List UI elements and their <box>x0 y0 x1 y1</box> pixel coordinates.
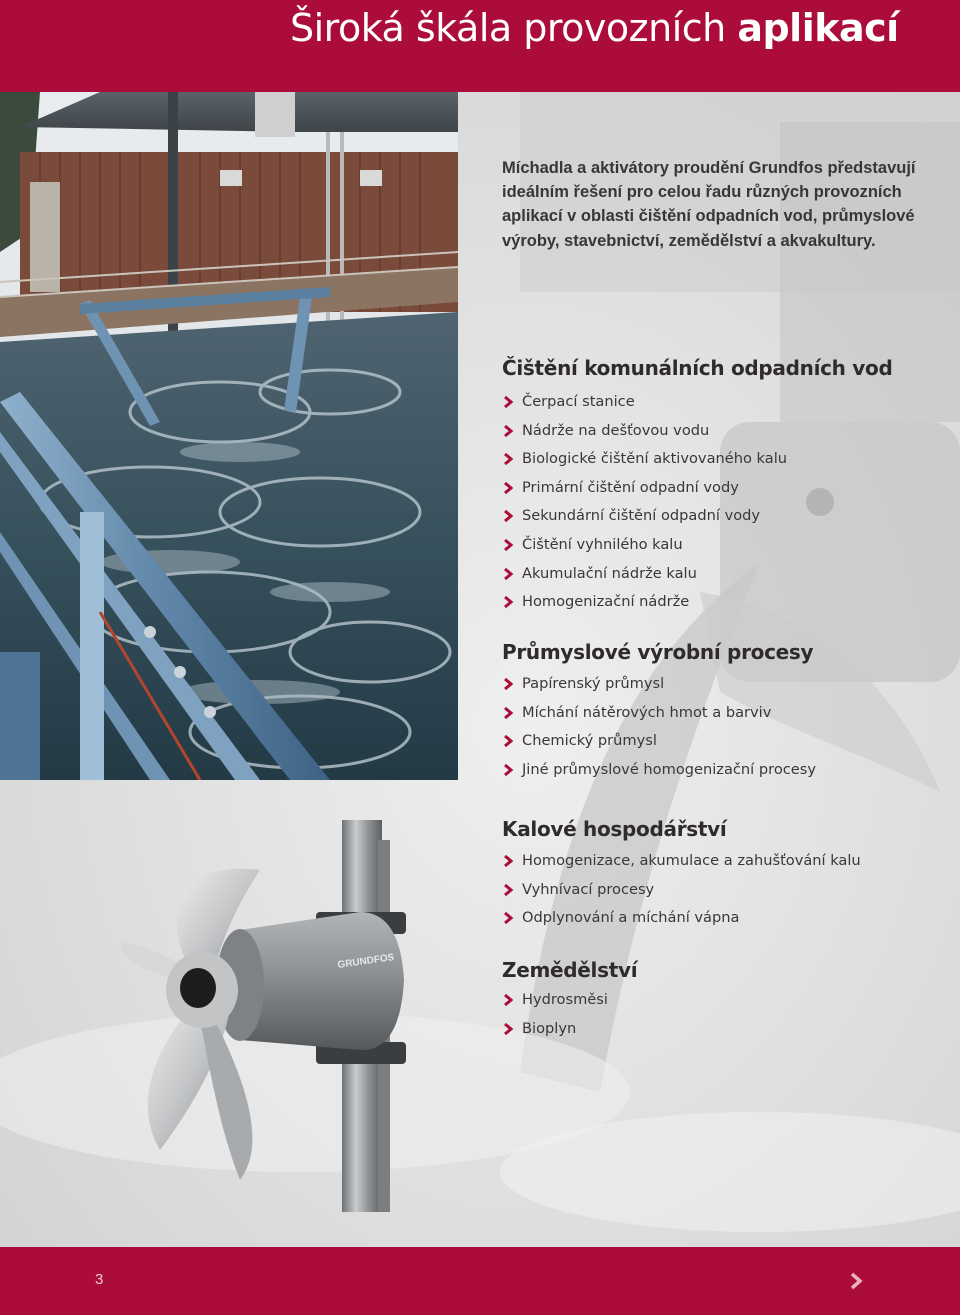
section-agriculture <box>502 958 637 1043</box>
list-item <box>502 670 816 699</box>
list-item-label: Homogenizace, akumulace a zahušťování kalu <box>522 852 861 869</box>
list-item <box>502 699 816 728</box>
treatment-plant-photo <box>0 92 458 780</box>
chevron-right-icon <box>502 424 515 438</box>
content-column <box>502 156 942 1037</box>
application-list <box>502 388 892 617</box>
mixer-product-image <box>120 820 440 1212</box>
list-item-label: Hydrosměsi <box>522 991 608 1008</box>
list-item <box>502 417 892 446</box>
list-item-label: Sekundární čištění odpadní vody <box>522 507 761 525</box>
list-item-label: Jiné průmyslové homogenizační procesy <box>522 760 816 778</box>
chevron-right-icon <box>502 452 515 466</box>
list-item-label: Míchání nátěrových hmot a barviv <box>522 703 772 721</box>
list-item <box>502 531 892 560</box>
chevron-right-icon <box>502 911 515 925</box>
list-item-label: Čištění vyhnilého kalu <box>522 535 683 553</box>
list-item <box>502 1015 637 1044</box>
list-item <box>502 727 816 756</box>
chevron-right-icon <box>502 509 515 523</box>
list-item-label: Akumulační nádrže kalu <box>522 564 697 582</box>
page-title-light: Široká škála provozních <box>290 6 726 50</box>
section-sludge-management <box>502 817 861 933</box>
intro-paragraph: Míchadla a aktivátory proudění Grundfos představují ideálním řešení pro celou řadu různých provozních aplikací v oblasti čištění odpadních vod, průmyslové výroby, stavebnictví, zemědělství a akvakultury. <box>502 159 916 250</box>
page-number: 3 <box>95 1271 104 1288</box>
chevron-right-icon <box>502 538 515 552</box>
chevron-right-icon <box>502 883 515 897</box>
list-item <box>502 560 892 589</box>
chevron-right-icon[interactable] <box>848 1272 864 1290</box>
chevron-right-icon <box>502 567 515 581</box>
list-item-label: Odplynování a míchání vápna <box>522 909 740 927</box>
list-item-label: Nádrže na dešťovou vodu <box>522 421 710 439</box>
chevron-right-icon <box>502 706 515 720</box>
list-item <box>502 986 637 1015</box>
page-header <box>0 0 960 92</box>
list-item-label: Papírenský průmysl <box>522 675 665 692</box>
list-item <box>502 904 861 933</box>
section-industrial-processes <box>502 640 816 784</box>
list-item <box>502 588 892 617</box>
list-item-label: Biologické čištění aktivovaného kalu <box>522 450 787 468</box>
list-item-label: Chemický průmysl <box>522 732 657 750</box>
application-list <box>502 670 816 784</box>
treatment-plant-illustration <box>0 92 458 780</box>
chevron-right-icon <box>502 734 515 748</box>
section-heading: Čištění komunálních odpadních vod <box>502 356 893 380</box>
application-list <box>502 847 861 933</box>
chevron-right-icon <box>502 854 515 868</box>
section-heading: Průmyslové výrobní procesy <box>502 640 814 664</box>
list-item <box>502 388 892 417</box>
section-heading: Zemědělství <box>502 958 638 982</box>
list-item <box>502 474 892 503</box>
list-item <box>502 445 892 474</box>
chevron-right-icon <box>502 763 515 777</box>
section-municipal-wastewater <box>502 356 892 617</box>
section-heading: Kalové hospodářství <box>502 817 727 841</box>
chevron-right-icon <box>502 1022 515 1036</box>
list-item-label: Homogenizační nádrže <box>522 593 690 611</box>
chevron-right-icon <box>502 595 515 609</box>
list-item-label: Čerpací stanice <box>522 393 635 410</box>
list-item <box>502 876 861 905</box>
list-item <box>502 502 892 531</box>
list-item <box>502 847 861 876</box>
list-item-label: Vyhnívací procesy <box>522 880 655 898</box>
application-list <box>502 986 637 1043</box>
grundfos-mixer-illustration <box>120 820 440 1212</box>
page-title-bold: aplikací <box>737 6 899 50</box>
chevron-right-icon <box>502 481 515 495</box>
page-footer <box>0 1247 960 1315</box>
page-title <box>290 6 899 50</box>
chevron-right-icon <box>502 993 515 1007</box>
chevron-right-icon <box>502 395 515 409</box>
chevron-right-icon <box>502 677 515 691</box>
list-item-label: Bioplyn <box>522 1019 577 1037</box>
list-item-label: Primární čištění odpadní vody <box>522 478 739 496</box>
list-item <box>502 756 816 785</box>
mixer-brand-label: GRUNDFOS <box>336 952 396 971</box>
